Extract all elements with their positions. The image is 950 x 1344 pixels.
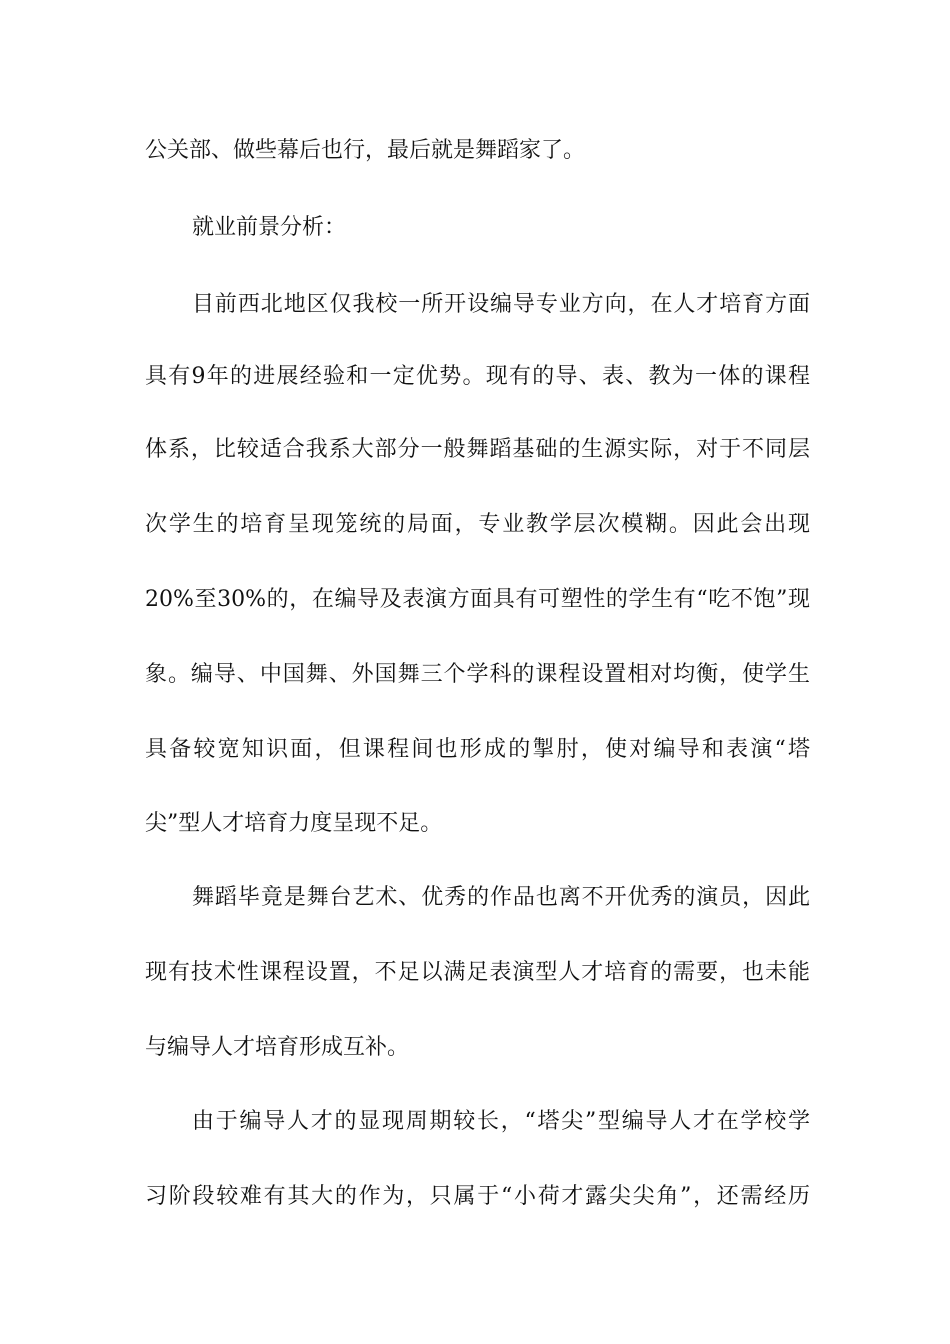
section-heading: 就业前景分析：	[192, 215, 347, 240]
text-line: 由于编导人才的显现周期较长，“塔尖”型编导人才在学校学	[192, 1109, 810, 1134]
text-line: 次学生的培育呈现笼统的局面，专业教学层次模糊。因此会出现	[145, 512, 810, 537]
text-line: 体系，比较适合我系大部分一般舞蹈基础的生源实际，对于不同层	[145, 437, 810, 462]
text-line: 与编导人才培育形成互补。	[145, 1035, 410, 1060]
text-line: 习阶段较难有其大的作为，只属于“小荷才露尖尖角”，还需经历	[145, 1184, 810, 1209]
text-line: 具有9年的进展经验和一定优势。现有的导、表、教为一体的课程	[145, 364, 810, 389]
text-line: 具备较宽知识面，但课程间也形成的掣肘，使对编导和表演“塔	[145, 737, 810, 762]
text-line: 舞蹈毕竟是舞台艺术、优秀的作品也离不开优秀的演员，因此	[192, 885, 810, 910]
text-line: 20%至30%的，在编导及表演方面具有可塑性的学生有“吃不饱”现	[145, 587, 810, 612]
text-line: 目前西北地区仅我校一所开设编导专业方向，在人才培育方面	[192, 292, 810, 317]
text-line: 现有技术性课程设置，不足以满足表演型人才培育的需要，也未能	[145, 960, 810, 985]
text-line: 公关部、做些幕后也行，最后就是舞蹈家了。	[145, 138, 586, 163]
text-line: 尖”型人才培育力度呈现不足。	[145, 811, 443, 836]
text-line: 象。编导、中国舞、外国舞三个学科的课程设置相对均衡，使学生	[145, 662, 810, 687]
